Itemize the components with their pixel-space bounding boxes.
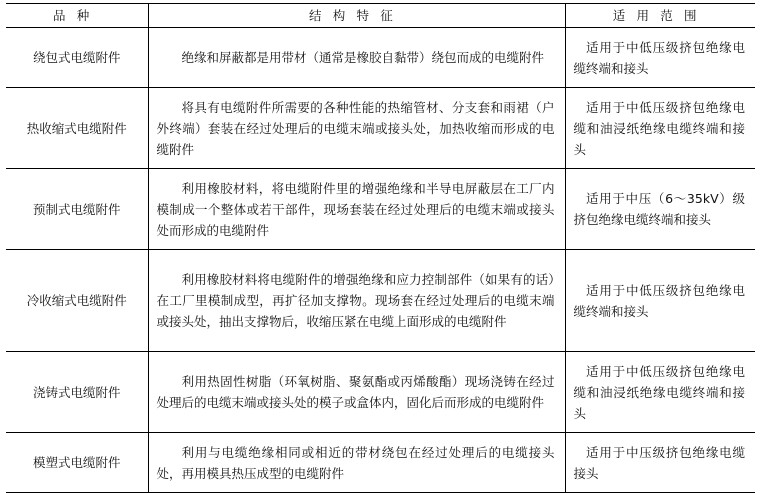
scope-cell: 适用于中低压级挤包绝缘电缆终端和接头 [565, 28, 755, 88]
header-scope: 适用范围 [565, 4, 755, 28]
cable-accessory-table [6, 3, 755, 493]
type-cell: 绕包式电缆附件 [6, 28, 148, 88]
table-row [6, 433, 755, 493]
scope-cell: 适用于中压级挤包绝缘电缆接头 [565, 433, 755, 493]
structure-cell: 利用橡胶材料，将电缆附件里的增强绝缘和半导电屏蔽层在工厂内模制成一个整体或若干部件，现场套装在经过处理后的电缆末端或接头处而形成的电缆附件 [148, 169, 565, 250]
table-row [6, 169, 755, 250]
type-cell: 预制式电缆附件 [6, 169, 148, 250]
table-header [6, 4, 755, 28]
structure-cell: 利用与电缆绝缘相同或相近的带材绕包在经过处理后的电缆接头处，再用模具热压成型的电缆附件 [148, 433, 565, 493]
table-body [6, 28, 755, 493]
structure-cell: 利用橡胶材料将电缆附件的增强绝缘和应力控制部件（如果有的话）在工厂里模制成型，再扩径加支撑物。现场套在经过处理后的电缆末端或接头处，抽出支撑物后，收缩压紧在电缆上面形成的电缆附件 [148, 250, 565, 352]
table-row [6, 28, 755, 88]
header-row [6, 4, 755, 28]
scope-cell: 适用于中低压级挤包绝缘电缆和油浸纸绝缘电缆终端和接头 [565, 88, 755, 169]
table-row [6, 88, 755, 169]
structure-cell: 绝缘和屏蔽都是用带材（通常是橡胶自黏带）绕包而成的电缆附件 [148, 28, 565, 88]
table-row [6, 250, 755, 352]
scope-cell: 适用于中低压级挤包绝缘电缆和油浸纸绝缘电缆终端和接头 [565, 352, 755, 433]
header-structure: 结构特征 [148, 4, 565, 28]
structure-cell: 将具有电缆附件所需要的各种性能的热缩管材、分支套和雨裙（户外终端）套装在经过处理后的电缆末端或接头处，加热收缩而形成的电缆附件 [148, 88, 565, 169]
type-cell: 模塑式电缆附件 [6, 433, 148, 493]
type-cell: 热收缩式电缆附件 [6, 88, 148, 169]
scope-cell: 适用于中低压级挤包绝缘电缆终端和接头 [565, 250, 755, 352]
type-cell: 浇铸式电缆附件 [6, 352, 148, 433]
scope-cell: 适用于中压（6～35kV）级挤包绝缘电缆终端和接头 [565, 169, 755, 250]
type-cell: 冷收缩式电缆附件 [6, 250, 148, 352]
table-row [6, 352, 755, 433]
header-type: 品种 [6, 4, 148, 28]
structure-cell: 利用热固性树脂（环氧树脂、聚氨酯或丙烯酸酯）现场浇铸在经过处理后的电缆末端或接头处的模子或盒体内，固化后而形成的电缆附件 [148, 352, 565, 433]
